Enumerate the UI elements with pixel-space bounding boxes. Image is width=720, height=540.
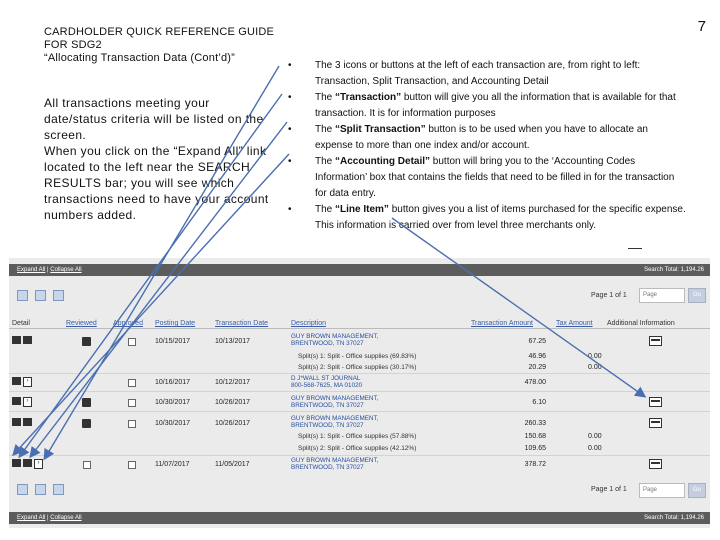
split-line: Split(s) 2: Split - Office supplies (30.17%) (298, 364, 417, 371)
search-total: Search Total: 1,194.26 (644, 267, 704, 273)
description-line-2[interactable]: BRENTWOOD, TN 37027 (291, 422, 364, 429)
header-line-3: “Allocating Transaction Data (Cont’d)” (44, 52, 236, 64)
col-transaction-amount[interactable]: Transaction Amount (471, 320, 533, 327)
split-amount: 20.29 (528, 364, 546, 371)
col-tax-amount[interactable]: Tax Amount (556, 320, 593, 327)
split-line: Split(s) 1: Split - Office supplies (57.88%) (298, 433, 417, 440)
transaction-date: 10/26/2017 (215, 420, 251, 427)
arrow-line (31, 122, 287, 456)
expand-all-link[interactable]: Expand All (17, 267, 46, 273)
page-input-bottom[interactable]: Page (639, 483, 685, 498)
expand-all-link[interactable]: Expand All (17, 515, 46, 521)
description-line-1[interactable]: GUY BROWN MANAGEMENT, (291, 395, 379, 402)
split-transaction-icon[interactable]: › (23, 377, 32, 387)
description-line-1[interactable]: GUY BROWN MANAGEMENT, (291, 333, 379, 340)
transaction-amount: 6.10 (532, 399, 546, 406)
go-button-top[interactable]: Go (688, 288, 706, 303)
transaction-amount: 478.00 (524, 379, 546, 386)
header-line-1: CARDHOLDER QUICK REFERENCE GUIDE (44, 26, 275, 38)
transaction-date: 10/12/2017 (215, 379, 251, 386)
transaction-date: 10/26/2017 (215, 399, 251, 406)
left-paragraph-2: When you click on the “Expand All” link located to the left near the SEARCH RESULTS bar; you will see which transactions need to have your account numbers added. (44, 144, 269, 222)
col-posting-date[interactable]: Posting Date (155, 320, 196, 327)
posting-date: 10/15/2017 (155, 338, 191, 345)
collapse-all-link[interactable]: Collapse All (50, 515, 82, 521)
split-tax: 0.00 (588, 445, 602, 452)
bullet-item: • The “Transaction” button will give you all the information that is available for that transaction. It is for information purposes (288, 90, 688, 122)
page-input-top[interactable]: Page (639, 288, 685, 303)
col-detail: Detail (12, 320, 30, 327)
transaction-icon[interactable]: › (34, 459, 43, 469)
bullet-item: • The 3 icons or buttons at the left of each transaction are, from right to left: Transaction, Split Transaction, and Accounting Detail (288, 58, 688, 90)
posting-date: 10/16/2017 (155, 379, 191, 386)
posting-date: 10/30/2017 (155, 399, 191, 406)
description-line-2[interactable]: BRENTWOOD, TN 37027 (291, 340, 364, 347)
pager-label-top: Page 1 of 1 (591, 292, 627, 299)
description-line-2[interactable]: BRENTWOOD, TN 37027 (291, 464, 364, 471)
split-tax: 0.00 (588, 353, 602, 360)
split-line: Split(s) 2: Split - Office supplies (42.12%) (298, 445, 417, 452)
split-amount: 150.68 (524, 433, 546, 440)
col-transaction-date[interactable]: Transaction Date (215, 320, 269, 327)
transaction-date: 10/13/2017 (215, 338, 251, 345)
arrow-line (392, 218, 644, 396)
collapse-all-link[interactable]: Collapse All (50, 267, 82, 273)
col-description[interactable]: Description (291, 320, 327, 327)
split-line: Split(s) 1: Split - Office supplies (69.83%) (298, 353, 417, 360)
posting-date: 11/07/2017 (155, 461, 190, 468)
transaction-date: 11/05/2017 (215, 461, 250, 468)
description-line-1[interactable]: D J*WALL ST JOURNAL (291, 375, 361, 382)
pager-label-bottom: Page 1 of 1 (591, 486, 627, 493)
transaction-amount: 260.33 (524, 420, 546, 427)
split-amount: 109.65 (524, 445, 546, 452)
split-amount: 46.96 (528, 353, 546, 360)
left-paragraph-1: All transactions meeting your date/status criteria will be listed on the screen. (44, 96, 264, 142)
bullet-item: • The “Line Item” button gives you a list of items purchased for the specific expense. This information is carried over from level three merchants only. (288, 202, 688, 234)
page-number: 7 (697, 18, 706, 35)
transaction-amount: 67.25 (528, 338, 546, 345)
col-additional-information: Additional Information (607, 320, 675, 327)
split-transaction-icon[interactable]: › (23, 397, 32, 407)
description-line-2[interactable]: 800-568-7625, MA 01020 (291, 382, 363, 389)
arrow-line (14, 154, 289, 454)
split-tax: 0.00 (588, 433, 602, 440)
link-separator: | (47, 515, 49, 521)
transaction-amount: 378.72 (524, 461, 546, 468)
arrow-line (20, 94, 282, 456)
col-approved[interactable]: Approved (113, 320, 143, 327)
arrow-line (45, 66, 279, 458)
split-tax: 0.00 (588, 364, 602, 371)
header-line-2: FOR SDG2 (44, 39, 102, 51)
description-line-1[interactable]: GUY BROWN MANAGEMENT, (291, 457, 379, 464)
description-line-2[interactable]: BRENTWOOD, TN 37027 (291, 402, 364, 409)
bullet-item: • The “Split Transaction” button is to be used when you have to allocate an expense to more than one index and/or account. (288, 122, 688, 154)
search-total: Search Total: 1,194.26 (644, 515, 704, 521)
col-reviewed[interactable]: Reviewed (66, 320, 97, 327)
link-separator: | (47, 267, 49, 273)
go-button-bottom[interactable]: Go (688, 483, 706, 498)
description-line-1[interactable]: GUY BROWN MANAGEMENT, (291, 415, 379, 422)
bullet-item: • The “Accounting Detail” button will bring you to the ‘Accounting Codes Information’ box that contains the fields that need to be filled in for the transaction for data entry. (288, 154, 688, 202)
posting-date: 10/30/2017 (155, 420, 191, 427)
